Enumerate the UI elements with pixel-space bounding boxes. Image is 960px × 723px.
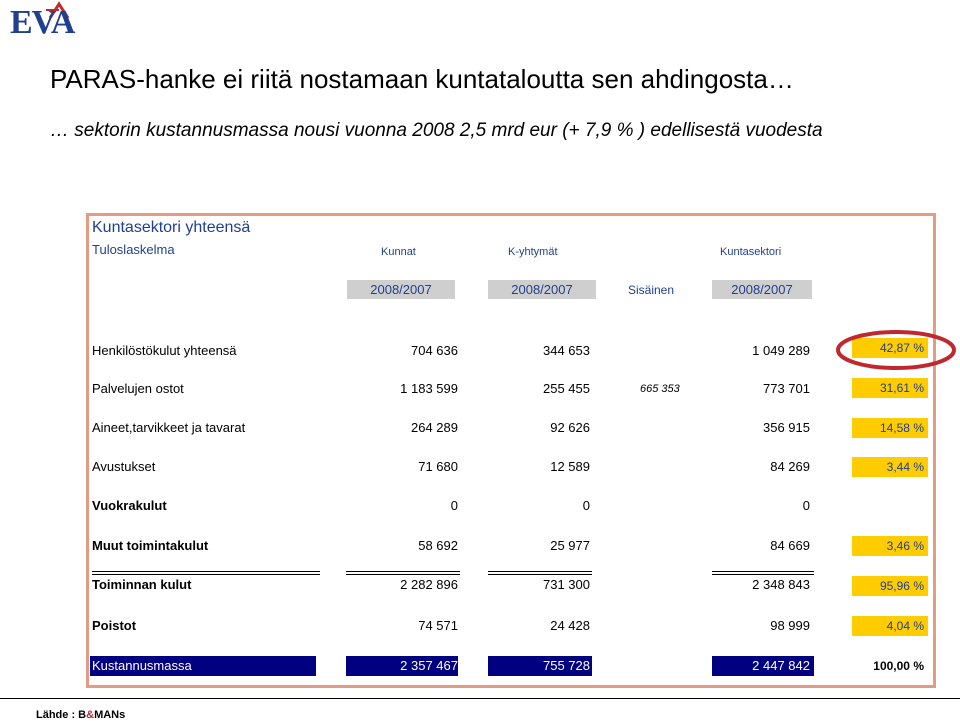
cell-kuntasektori: 2 447 842	[752, 658, 810, 673]
subtotal-rule	[712, 574, 814, 575]
cell-kunnat: 264 289	[411, 420, 458, 435]
cell-kyhtymat: 92 626	[550, 420, 590, 435]
period-header-kunnat: 2008/2007	[347, 280, 455, 299]
subtotal-rule	[488, 574, 592, 575]
subtotal-rule	[488, 571, 592, 572]
col-header-kunnat: Kunnat	[381, 246, 416, 258]
footer-rule	[0, 698, 960, 699]
source-note: Lähde : B&MANs	[36, 709, 126, 721]
cell-kyhtymat: 25 977	[550, 538, 590, 553]
cell-kunnat: 1 183 599	[400, 381, 458, 396]
cell-pct: 3,44 %	[852, 457, 928, 477]
cell-pct: 3,46 %	[852, 536, 928, 556]
cell-kunnat: 74 571	[418, 618, 458, 633]
cell-kyhtymat: 255 455	[543, 381, 590, 396]
highlight-oval	[834, 328, 958, 372]
subtotal-rule	[92, 574, 320, 575]
col-header-kyhtymat: K-yhtymät	[508, 246, 558, 258]
row-label: Avustukset	[92, 459, 156, 474]
row-label: Aineet,tarvikkeet ja tavarat	[92, 420, 246, 435]
cell-kyhtymat: 0	[582, 498, 590, 513]
cell-kuntasektori: 2 348 843	[752, 577, 810, 592]
row-label: Henkilöstökulut yhteensä	[92, 343, 237, 358]
cell-pct: 31,61 %	[852, 378, 928, 398]
cell-pct: 42,87 %	[852, 338, 928, 358]
cell-kuntasektori: 0	[802, 498, 810, 513]
cell-kyhtymat: 755 728	[543, 658, 590, 673]
cell-kyhtymat: 12 589	[550, 459, 590, 474]
statement-label: Tuloslaskelma	[92, 242, 175, 257]
subtotal-rule	[712, 571, 814, 572]
period-header-sisainen: Sisäinen	[628, 283, 675, 297]
row-label: Poistot	[92, 618, 137, 633]
cell-kunnat: 704 636	[411, 343, 458, 358]
eva-logo	[0, 0, 80, 42]
cell-pct: 14,58 %	[852, 418, 928, 438]
row-label: Muut toimintakulut	[92, 538, 209, 553]
slide-title: PARAS-hanke ei riitä nostamaan kuntataloutta sen ahdingosta…	[50, 64, 794, 94]
subtotal-rule	[346, 574, 460, 575]
cell-kyhtymat: 344 653	[543, 343, 590, 358]
row-label: Vuokrakulut	[92, 498, 167, 513]
cell-kunnat: 2 357 467	[400, 658, 458, 673]
cell-sisainen: 665 353	[640, 383, 680, 395]
cell-kuntasektori: 356 915	[763, 420, 810, 435]
cell-kuntasektori: 84 669	[770, 538, 810, 553]
cell-kyhtymat: 731 300	[543, 577, 590, 592]
cell-kunnat: 71 680	[418, 459, 458, 474]
row-label: Palvelujen ostot	[92, 381, 184, 396]
cell-kunnat: 0	[450, 498, 458, 513]
cell-kuntasektori: 1 049 289	[752, 343, 810, 358]
cell-kuntasektori: 84 269	[770, 459, 810, 474]
logo-text: EVA	[10, 4, 75, 41]
cell-pct: 4,04 %	[852, 616, 928, 636]
cell-kuntasektori: 773 701	[763, 381, 810, 396]
section-title: Kuntasektori yhteensä	[92, 219, 251, 236]
slide-subtitle: … sektorin kustannusmassa nousi vuonna 2008 2,5 mrd eur (+ 7,9 % ) edellisestä vuodesta	[50, 120, 823, 141]
subtotal-rule	[92, 571, 320, 572]
period-header-kyhtymat: 2008/2007	[488, 280, 596, 299]
row-label: Kustannusmassa	[92, 658, 192, 673]
cell-kyhtymat: 24 428	[550, 618, 590, 633]
row-label: Toiminnan kulut	[92, 577, 192, 592]
cell-kunnat: 2 282 896	[400, 577, 458, 592]
cell-pct: 95,96 %	[852, 576, 928, 596]
cell-kuntasektori: 98 999	[770, 618, 810, 633]
period-header-kuntasektori: 2008/2007	[712, 280, 812, 299]
subtotal-rule	[346, 571, 460, 572]
cell-kunnat: 58 692	[418, 538, 458, 553]
col-header-kuntasektori: Kuntasektori	[720, 246, 782, 258]
cell-pct: 100,00 %	[873, 659, 924, 673]
